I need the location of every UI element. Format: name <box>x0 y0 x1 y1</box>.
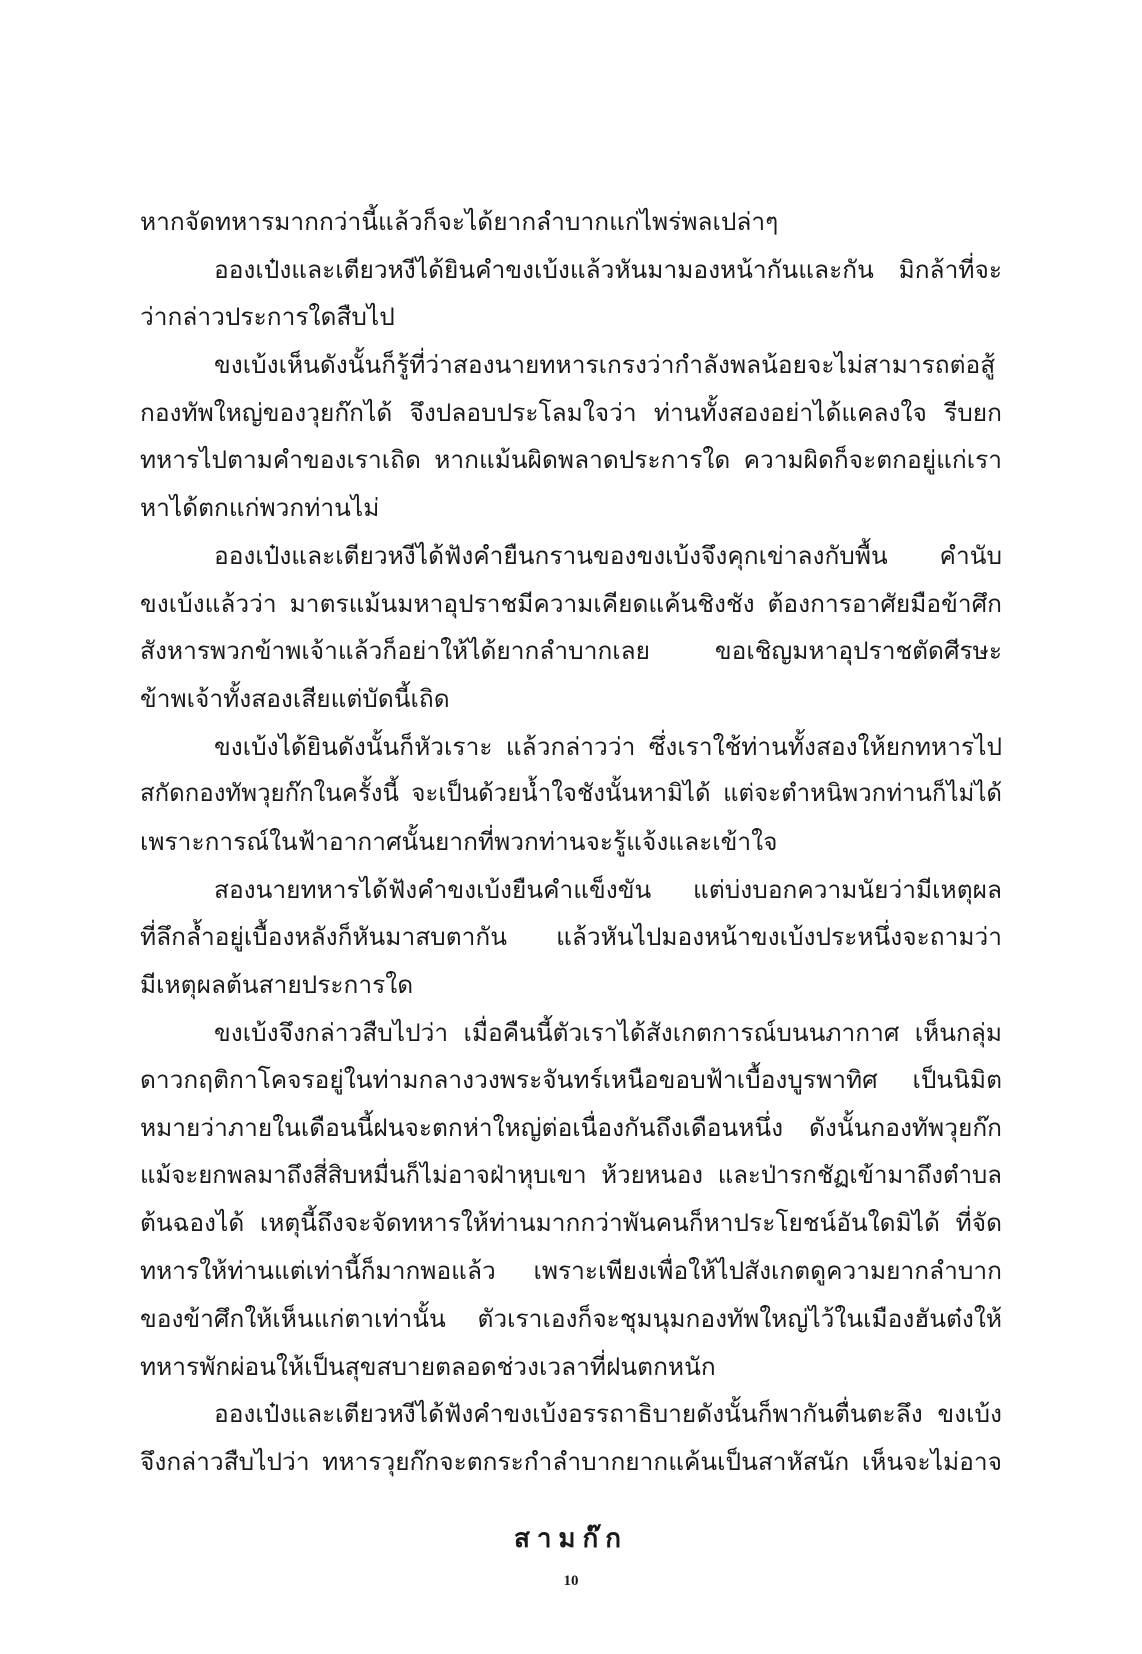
text-line: ที่ลึกล้ำอยู่เบื้องหลังก็หันมาสบตากัน แล้วหันไปมองหน้าขงเบ้งประหนึ่งจะถามว่า <box>140 922 1002 952</box>
text-line: สังหารพวกข้าพเจ้าแล้วก็อย่าให้ได้ยากลำบากเลย ขอเชิญมหาอุปราชตัดศีรษะ <box>140 636 1002 666</box>
text-line: ทหารพักผ่อนให้เป็นสุขสบายตลอดช่วงเวลาที่ฝนตกหนัก <box>140 1351 716 1381</box>
text-line: ขงเบ้งจึงกล่าวสืบไปว่า เมื่อคืนนี้ตัวเราได้สังเกตการณ์บนนภากาศ เห็นกลุ่ม <box>214 1017 1002 1047</box>
text-line: เพราะการณ์ในฟ้าอากาศนั้นยากที่พวกท่านจะรู้แจ้งและเข้าใจ <box>140 826 778 856</box>
text-line: ต้นฉองได้ เหตุนี้ถึงจะจัดทหารให้ท่านมากกว่าพันคนก็หาประโยชน์อันใดมิได้ ที่จัด <box>140 1208 1002 1238</box>
text-line: อองเป๋งและเตียวหงีได้ฟังคำขงเบ้งอรรถาธิบายดังนั้นก็พากันตื่นตะลึง ขงเบ้ง <box>214 1399 1002 1429</box>
text-line: แม้จะยกพลมาถึงสี่สิบหมื่นก็ไม่อาจฝ่าหุบเขา ห้วยหนอง และป่ารกชัฏเข้ามาถึงตำบล <box>140 1160 1002 1189</box>
text-line: ของข้าศึกให้เห็นแก่ตาเท่านั้น ตัวเราเองก็จะชุมนุมกองทัพใหญ่ไว้ในเมืองฮันต๋งให้ <box>140 1303 1002 1333</box>
text-line: สกัดกองทัพวุยก๊กในครั้งนี้ จะเป็นด้วยน้ำใจชังนั้นหามิได้ แต่จะตำหนิพวกท่านก็ไม่ได้ <box>140 779 1002 808</box>
text-line: มีเหตุผลต้นสายประการใด <box>140 970 414 999</box>
text-line: ว่ากล่าวประการใดสืบไป <box>140 302 395 332</box>
text-line: หมายว่าภายในเดือนนี้ฝนจะตกห่าใหญ่ต่อเนื่องกันถึงเดือนหนึ่ง ดังนั้นกองทัพวุยก๊ก <box>140 1113 1002 1143</box>
text-line: ขงเบ้งแล้วว่า มาตรแม้นมหาอุปราชมีความเคียดแค้นชิงชัง ต้องการอาศัยมือข้าศึก <box>140 588 1002 618</box>
page-number: 10 <box>563 1573 579 1589</box>
text-line: อองเป๋งและเตียวหงีได้ฟังคำยืนกรานของขงเบ้งจึงคุกเข่าลงกับพื้น คำนับ <box>214 540 1002 570</box>
text-line: ข้าพเจ้าทั้งสองเสียแต่บัดนี้เถิด <box>140 683 450 713</box>
text-line: ขงเบ้งเห็นดังนั้นก็รู้ที่ว่าสองนายทหารเกรงว่ากำลังพลน้อยจะไม่สามารถต่อสู้ <box>214 350 996 380</box>
text-line: จึงกล่าวสืบไปว่า ทหารวุยก๊กจะตกระกำลำบากยากแค้นเป็นสาหัสนัก เห็นจะไม่อาจ <box>140 1446 1002 1476</box>
text-line: กองทัพใหญ่ของวุยก๊กได้ จึงปลอบประโลมใจว่า ท่านทั้งสองอย่าได้แคลงใจ รีบยก <box>140 397 1002 427</box>
text-line: อองเป๋งและเตียวหงีได้ยินคำขงเบ้งแล้วหันมามองหน้ากันและกัน มิกล้าที่จะ <box>214 254 1002 284</box>
text-line: ดาวกฤติกาโคจรอยู่ในท่ามกลางวงพระจันทร์เหนือขอบฟ้าเบื้องบูรพาทิศ เป็นนิมิต <box>140 1065 1002 1095</box>
body-text <box>140 198 1002 1486</box>
text-line: หาได้ตกแก่พวกท่านไม่ <box>140 493 380 523</box>
text-line: ทหารไปตามคำของเราเถิด หากแม้นผิดพลาดประการใด ความผิดก็จะตกอยู่แก่เรา <box>140 445 1002 475</box>
text-line: หากจัดทหารมากกว่านี้แล้วก็จะได้ยากลำบากแก่ไพร่พลเปล่าๆ <box>140 207 779 236</box>
book-title-footer: สามก๊ก <box>513 1524 629 1554</box>
text-line: สองนายทหารได้ฟังคำขงเบ้งยืนคำแข็งขัน แต่บ่งบอกความนัยว่ามีเหตุผล <box>214 874 1002 904</box>
text-line: ทหารให้ท่านแต่เท่านี้ก็มากพอแล้ว เพราะเพียงเพื่อให้ไปสังเกตดูความยากลำบาก <box>140 1256 1002 1286</box>
text-line: ขงเบ้งได้ยินดังนั้นก็หัวเราะ แล้วกล่าวว่า ซึ่งเราใช้ท่านทั้งสองให้ยกทหารไป <box>214 731 1002 761</box>
